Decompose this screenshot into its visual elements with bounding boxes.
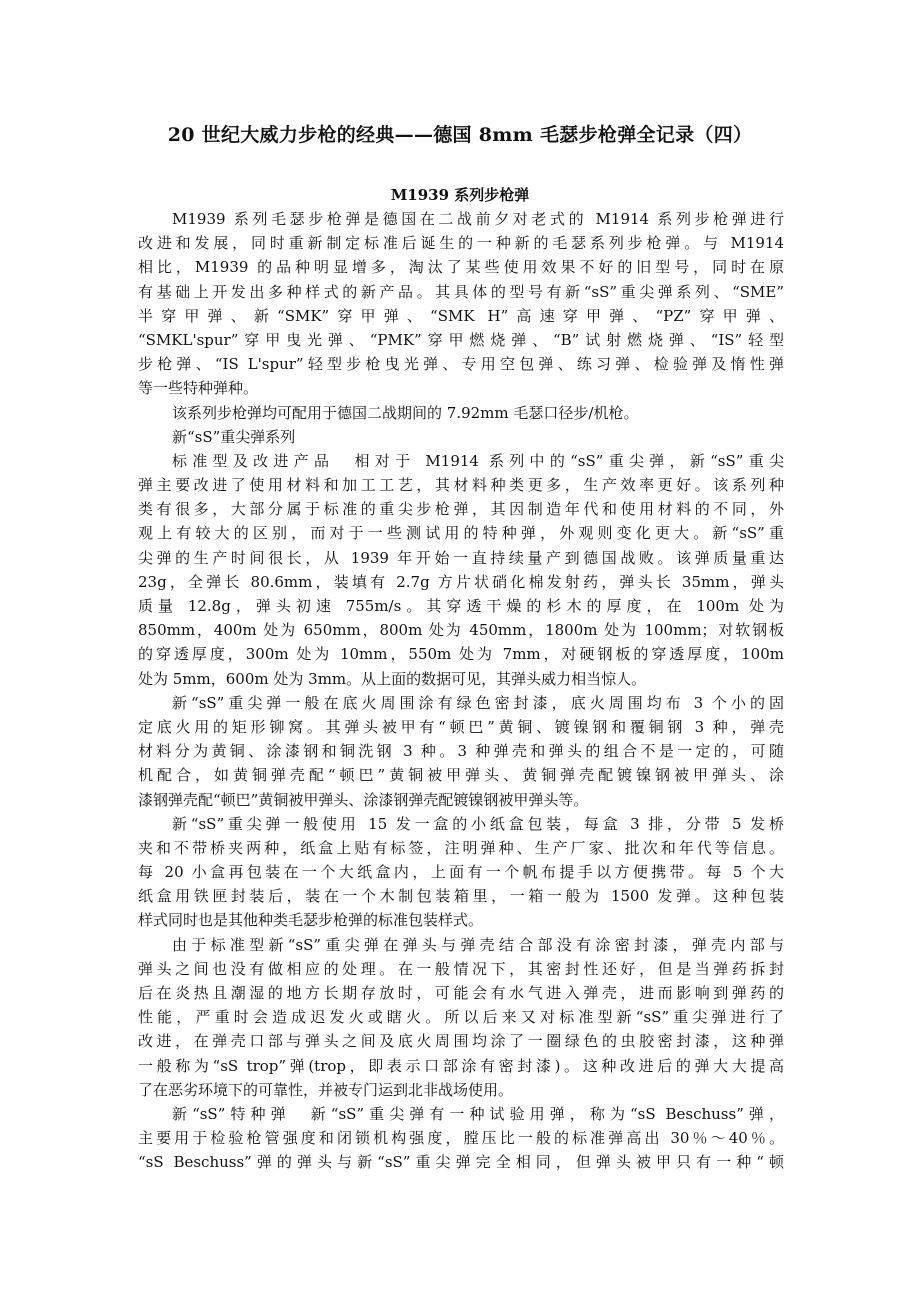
text-line: 该系列步枪弹均可配用于德国二战期间的 7.92mm 毛瑟口径步/机枪。 <box>172 403 639 422</box>
text-line: 新“sS”重尖弹一般在底火周围涂有绿色密封漆，底火周围均布 3 个小的固 <box>172 693 784 712</box>
text-line: 处为 5mm，600m 处为 3mm。从上面的数据可见，其弹头威力相当惊人。 <box>138 669 647 688</box>
text-line: 新“sS”特种弹 新“sS”重尖弹有一种试验用弹，称为“sS Beschuss”弹， <box>172 1104 784 1123</box>
text-line: “SMKL'spur”穿甲曳光弹、“PMK”穿甲燃烧弹、“B”试射燃烧弹、“IS”轻型 <box>138 330 784 349</box>
section-heading: M1939 系列步枪弹 <box>390 186 530 204</box>
document-body <box>138 207 784 1175</box>
text-line: 类有很多，大部分属于标准的重尖步枪弹，其因制造年代和使用材料的不同，外 <box>138 500 784 519</box>
text-line: 新“sS”重尖弹一般使用 15 发一盒的小纸盒包装，每盒 3 排，分带 5 发桥 <box>172 814 784 833</box>
text-line: 一般称为“sS trop”弹(trop，即表示口部涂有密封漆)。这种改进后的弹大大提高 <box>138 1056 784 1075</box>
text-line: 新“sS”重尖弹系列 <box>172 427 296 446</box>
text-line: 性能，严重时会造成迟发火或瞎火。所以后来又对标准型新“sS”重尖弹进行了 <box>138 1008 784 1027</box>
text-line: 每 20 小盒再包装在一个大纸盒内，上面有一个帆布提手以方便携带。每 5 个大 <box>138 863 784 882</box>
text-line: 步枪弹、“IS L'spur”轻型步枪曳光弹、专用空包弹、练习弹、检验弹及惰性弹 <box>138 355 784 374</box>
text-line: 漆钢弹壳配“顿巴”黄铜被甲弹头、涂漆钢弹壳配镀镍钢被甲弹头等。 <box>138 790 589 809</box>
text-line: 由于标准型新“sS”重尖弹在弹头与弹壳结合部没有涂密封漆，弹壳内部与 <box>172 935 784 954</box>
text-line: 的穿透厚度，300m 处为 10mm，550m 处为 7mm，对硬钢板的穿透厚度，100m <box>138 645 784 664</box>
text-line: M1939 系列毛瑟步枪弹是德国在二战前夕对老式的 M1914 系列步枪弹进行 <box>172 210 784 228</box>
text-line: 23g，全弹长 80.6mm，装填有 2.7g 方片状硝化棉发射药，弹头长 35mm，弹头 <box>138 572 784 591</box>
text-line: 改进，在弹壳口部与弹头之间及底火周围均涂了一圈绿色的虫胶密封漆，这种弹 <box>138 1032 784 1051</box>
text-line: 夹和不带桥夹两种，纸盒上贴有标签，注明弹种、生产厂家、批次和年代等信息。 <box>138 838 784 857</box>
text-line: 相比，M1939 的品种明显增多，淘汰了某些使用效果不好的旧型号，同时在原 <box>138 258 784 277</box>
text-line: 后在炎热且潮湿的地方长期存放时，可能会有水气进入弹壳，进而影响到弹药的 <box>138 984 784 1002</box>
text-line: “sS Beschuss”弹的弹头与新“sS”重尖弹完全相同，但弹头被甲只有一种“顿 <box>138 1153 784 1172</box>
text-line: 有基础上开发出多种样式的新产品。其具体的型号有新“sS”重尖弹系列、“SME” <box>138 282 784 301</box>
text-line: 半穿甲弹、新“SMK”穿甲弹、“SMK H”高速穿甲弹、“PZ”穿甲弹、 <box>138 306 784 325</box>
text-line: 弹头之间也没有做相应的处理。在一般情况下，其密封性还好，但是当弹药拆封 <box>138 959 784 978</box>
text-line: 观上有较大的区别，而对于一些测试用的特种弹，外观则变化更大。新“sS”重 <box>138 524 784 543</box>
text-line: 主要用于检验枪管强度和闭锁机构强度，膛压比一般的标准弹高出 30％～40％。 <box>138 1129 784 1148</box>
text-line: 850mm，400m 处为 650mm，800m 处为 450mm，1800m 处为 100mm；对软钢板 <box>138 621 784 640</box>
text-line: 材料分为黄铜、涂漆钢和铜洗钢 3 种。3 种弹壳和弹头的组合不是一定的，可随 <box>138 742 784 761</box>
text-line: 改进和发展，同时重新制定标准后诞生的一种新的毛瑟系列步枪弹。与 M1914 <box>138 234 784 253</box>
text-line: 了在恶劣环境下的可靠性，并被专门运到北非战场使用。 <box>138 1080 514 1099</box>
text-line: 定底火用的矩形铆窝。其弹头被甲有“顿巴”黄铜、镀镍钢和覆铜钢 3 种，弹壳 <box>138 717 784 736</box>
text-line: 尖弹的生产时间很长，从 1939 年开始一直持续量产到德国战败。该弹质量重达 <box>138 548 784 567</box>
text-line: 标准型及改进产品 相对于 M1914 系列中的“sS”重尖弹，新“sS”重尖 <box>172 451 784 470</box>
text-line: 纸盒用铁匣封装后，装在一个木制包装箱里，一箱一般为 1500 发弹。这种包装 <box>138 887 784 906</box>
text-line: 等一些特种弹种。 <box>138 379 259 398</box>
document-title: 20 世纪大威力步枪的经典——德国 8mm 毛瑟步枪弹全记录（四） <box>167 124 753 146</box>
text-line: 质量 12.8g，弹头初速 755m/s。其穿透干燥的杉木的厚度，在 100m 处为 <box>138 597 784 615</box>
text-line: 弹主要改进了使用材料和加工工艺，其材料种类更多，生产效率更好。该系列种 <box>138 476 784 495</box>
text-line: 机配合，如黄铜弹壳配“顿巴”黄铜被甲弹头、黄铜弹壳配镀镍钢被甲弹头、涂 <box>138 766 784 785</box>
text-line: 样式同时也是其他种类毛瑟步枪弹的标准包装样式。 <box>138 911 484 930</box>
